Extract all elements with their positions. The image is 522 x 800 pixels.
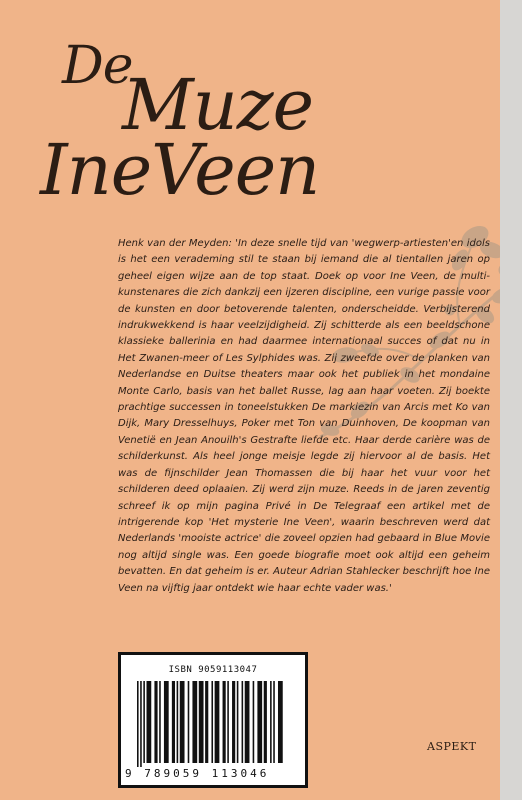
barcode-bar: [227, 681, 229, 763]
barcode-bar: [199, 681, 204, 763]
barcode-bar: [147, 681, 152, 763]
barcode-bar: [237, 681, 239, 763]
barcode-bar: [215, 681, 220, 763]
barcode-bar: [188, 681, 190, 763]
barcode-bar: [273, 681, 275, 763]
barcode-bar: [245, 681, 250, 763]
title-line-ine-veen: [40, 129, 320, 211]
spine-edge: [500, 0, 522, 800]
barcode-bar: [257, 681, 262, 763]
barcode-bar: [143, 681, 145, 763]
barcode-bar: [192, 681, 197, 763]
barcode-bar: [223, 681, 226, 763]
barcode-bars: [137, 681, 297, 771]
title-word-veen: Veen: [151, 129, 320, 211]
barcode-bar: [270, 681, 272, 763]
barcode-panel: [118, 652, 308, 788]
barcode-bar: [264, 681, 267, 763]
back-cover-blurb: Henk van der Meyden: 'In deze snelle tijd van 'wegwerp-artiesten'en idols is het een verademing stil te staan bij iemand die al tientallen jaren op geheel eigen wijze aan de top staat. Doek op voor Ine Veen, de multi-kunstenares die zich dankzij een ijzeren discipline, een vurige passie voor de kunsten en door betoverende talenten, onderscheidde. Verbijsterend indrukwekkend is haar veelzijdigheid. Zij schitterde als een beeldschone klassieke ballerinia en had daarmee internationaal succes of dat nu in Het Zwanen-meer of Les Sylphides was. Zij zweefde over de planken van Nederlandse en Duitse theaters maar ook het publiek in het mondaine Monte Carlo, basis van het ballet Russe, lag aan haar voeten. Zij boekte prachtige successen in toneelstukken De markiezin van Arcis met Ko van Dijk, Mary Dresselhuys, Poker met Ton van Duinhoven, De koopman van Venetië en Jean Anouilh's Gestrafte liefde etc. Haar derde carière was de schilderkunst. Als heel jonge meisje legde zij hiervoor al de basis. Het was de fijnschilder Jean Thomassen die bij haar het vuur voor het schilderen deed oplaaien. Zij werd zijn muze. Reeds in de jaren zeventig schreef ik op mijn pagina Privé in De Telegraaf een artikel met de intrigerende kop 'Het mysterie Ine Veen', waarin beschreven werd dat Nederlands 'mooiste actrice' die zoveel opzien had gebaard in Blue Movie nog altijd single was. Een goede biografie moet ook altijd een geheim bevatten. En dat geheim is er. Auteur Adrian Stahlecker beschrijft hoe Ine Veen na vijftig jaar ontdekt wie haar echte vader was.': [118, 238, 490, 594]
barcode-bar: [154, 681, 157, 763]
barcode-bar: [164, 681, 169, 763]
barcode-bar: [278, 681, 283, 763]
isbn-label: ISBN 9059113047: [168, 665, 258, 675]
barcode-bar: [253, 681, 255, 763]
barcode-bar: [172, 681, 175, 763]
barcode-bar: [140, 681, 142, 771]
barcode-bar: [211, 681, 213, 763]
title-word-ine: Ine: [40, 129, 152, 211]
publisher-name: ASPEKT: [427, 740, 477, 753]
title-word-muze: Muze: [122, 64, 314, 146]
barcode-bar: [232, 681, 235, 763]
barcode-digits: 9 789059 113046: [125, 767, 301, 780]
barcode-bar: [242, 681, 244, 763]
barcode-bar: [177, 681, 179, 763]
barcode-bar: [159, 681, 161, 763]
barcode-bar: [205, 681, 208, 763]
barcode-bar: [180, 681, 185, 763]
title-word-de: De: [62, 36, 133, 96]
barcode-bar: [137, 681, 139, 771]
